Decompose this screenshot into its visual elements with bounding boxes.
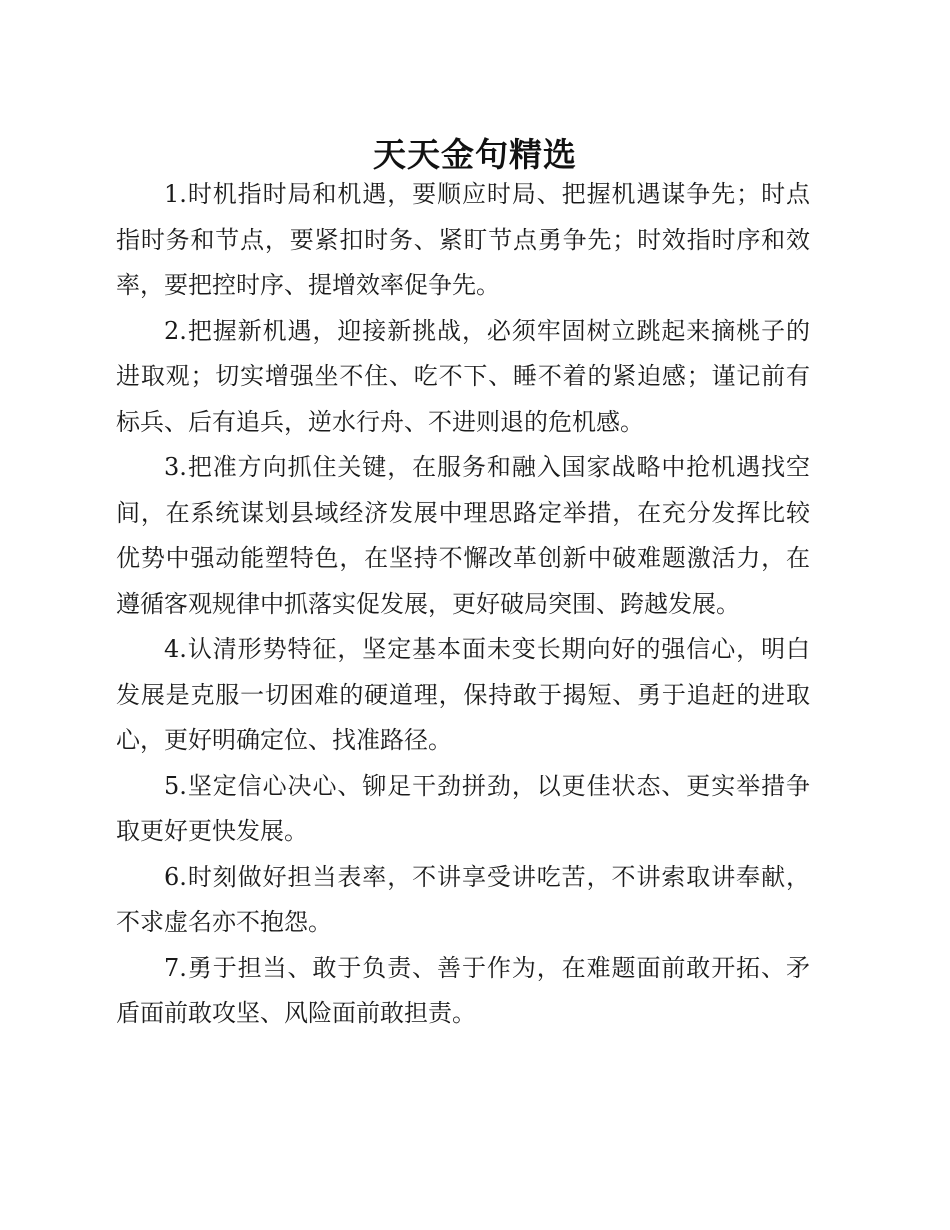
quote-paragraph-5: 5.坚定信心决心、铆足干劲拼劲，以更佳状态、更实举措争取更好更快发展。: [116, 771, 810, 845]
quote-paragraph-4: 4.认清形势特征，坚定基本面未变长期向好的强信心，明白发展是克服一切困难的硬道理，保持敢于揭短、勇于追赶的进取心，更好明确定位、找准路径。: [116, 635, 810, 754]
document-body: [116, 172, 810, 1037]
quote-paragraph-7: 7.勇于担当、敢于负责、善于作为，在难题面前敢开拓、矛盾面前敢攻坚、风险面前敢担责。: [116, 953, 810, 1027]
page-title: 天天金句精选: [373, 135, 577, 174]
quote-paragraph-1: 1.时机指时局和机遇，要顺应时局、把握机遇谋争先；时点指时务和节点，要紧扣时务、紧盯节点勇争先；时效指时序和效率，要把控时序、提增效率促争先。: [116, 180, 810, 299]
quote-paragraph-2: 2.把握新机遇，迎接新挑战，必须牢固树立跳起来摘桃子的进取观；切实增强坐不住、吃不下、睡不着的紧迫感；谨记前有标兵、后有追兵，逆水行舟、不进则退的危机感。: [116, 316, 810, 436]
quote-paragraph-6: 6.时刻做好担当表率，不讲享受讲吃苦，不讲索取讲奉献，不求虚名亦不抱怨。: [116, 862, 810, 936]
quote-paragraph-3: 3.把准方向抓住关键，在服务和融入国家战略中抢机遇找空间，在系统谋划县域经济发展中理思路定举措，在充分发挥比较优势中强动能塑特色，在坚持不懈改革创新中破难题激活力，在遵循客观规律中抓落实促发展，更好破局突围、跨越发展。: [116, 453, 810, 618]
